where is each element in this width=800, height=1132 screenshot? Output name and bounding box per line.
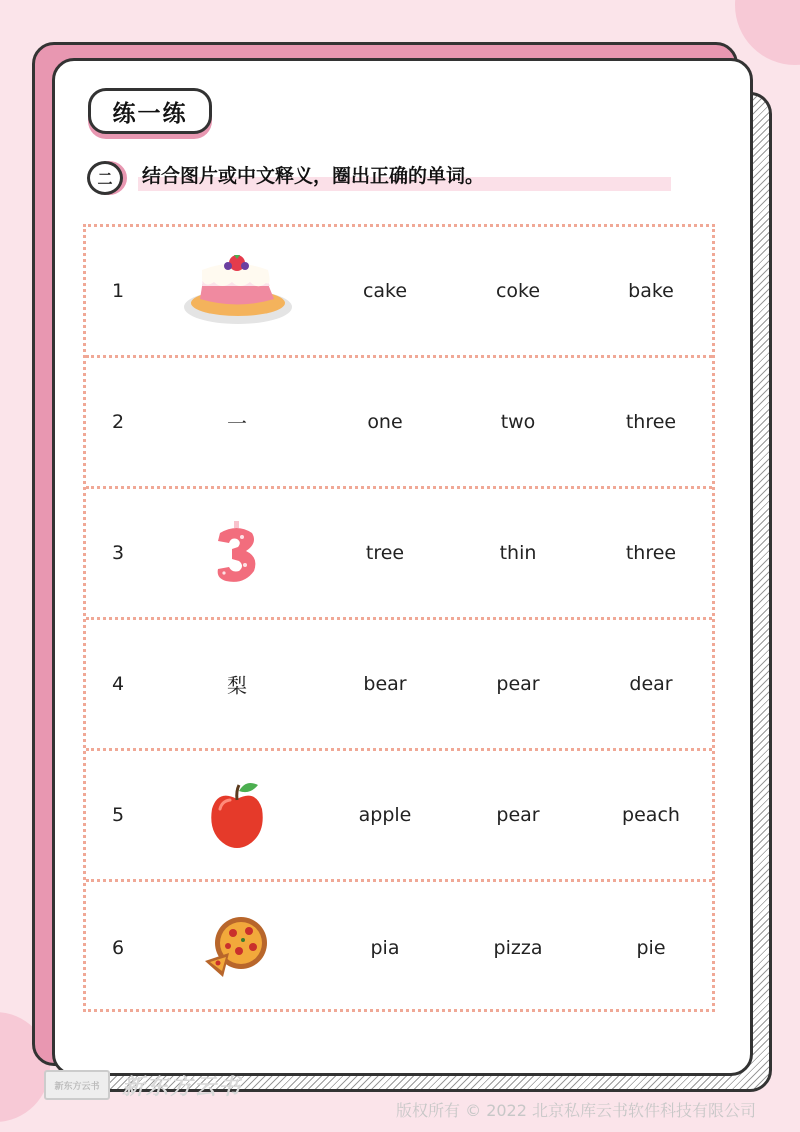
table-row	[86, 227, 712, 358]
option-word[interactable]: thin	[499, 542, 537, 564]
corner-decoration	[735, 0, 800, 65]
row-number: 2	[112, 411, 125, 433]
number-three-icon	[182, 521, 292, 585]
publisher-logo	[44, 1070, 242, 1100]
table-row	[86, 489, 712, 620]
chinese-hint: 梨	[227, 673, 247, 698]
copyright-notice: 版权所有 © 2022 北京私库云书软件科技有限公司	[396, 1101, 756, 1120]
option-word[interactable]: one	[367, 411, 403, 433]
pizza-icon	[182, 917, 292, 979]
option-word[interactable]: tree	[365, 542, 405, 564]
apple-icon	[182, 779, 292, 851]
page-title: 练一练	[88, 88, 212, 134]
option-word[interactable]: pear	[496, 673, 540, 695]
option-word[interactable]: apple	[358, 804, 412, 826]
row-number: 1	[112, 280, 125, 302]
option-word[interactable]: pizza	[493, 936, 543, 959]
option-word[interactable]: dear	[629, 673, 673, 695]
table-row	[86, 751, 712, 882]
table-row	[86, 882, 712, 1013]
cake-icon	[182, 252, 292, 330]
table-row	[86, 358, 712, 489]
row-number: 3	[112, 542, 125, 564]
option-word[interactable]: bake	[628, 280, 674, 302]
exercise-table	[83, 224, 715, 1012]
row-number: 5	[112, 804, 125, 826]
option-word[interactable]: pear	[496, 804, 540, 826]
option-word[interactable]: two	[500, 411, 536, 433]
table-row	[86, 620, 712, 751]
row-number: 6	[112, 936, 125, 959]
logo-badge: 新东方云书	[44, 1070, 110, 1100]
option-word[interactable]: three	[625, 411, 677, 433]
chinese-hint: 一	[227, 411, 247, 436]
option-word[interactable]: coke	[495, 280, 541, 302]
option-word[interactable]: pie	[636, 936, 666, 959]
option-word[interactable]: pia	[370, 936, 400, 959]
option-word[interactable]: cake	[362, 280, 408, 302]
option-word[interactable]: three	[625, 542, 677, 564]
instruction-text: 结合图片或中文释义，圈出正确的单词。	[142, 165, 485, 187]
option-word[interactable]: peach	[622, 804, 680, 826]
option-word[interactable]: bear	[363, 673, 407, 695]
row-number: 4	[112, 673, 125, 695]
section-number-badge: 二	[87, 161, 123, 195]
logo-wordmark: 新东方云书	[122, 1074, 243, 1100]
